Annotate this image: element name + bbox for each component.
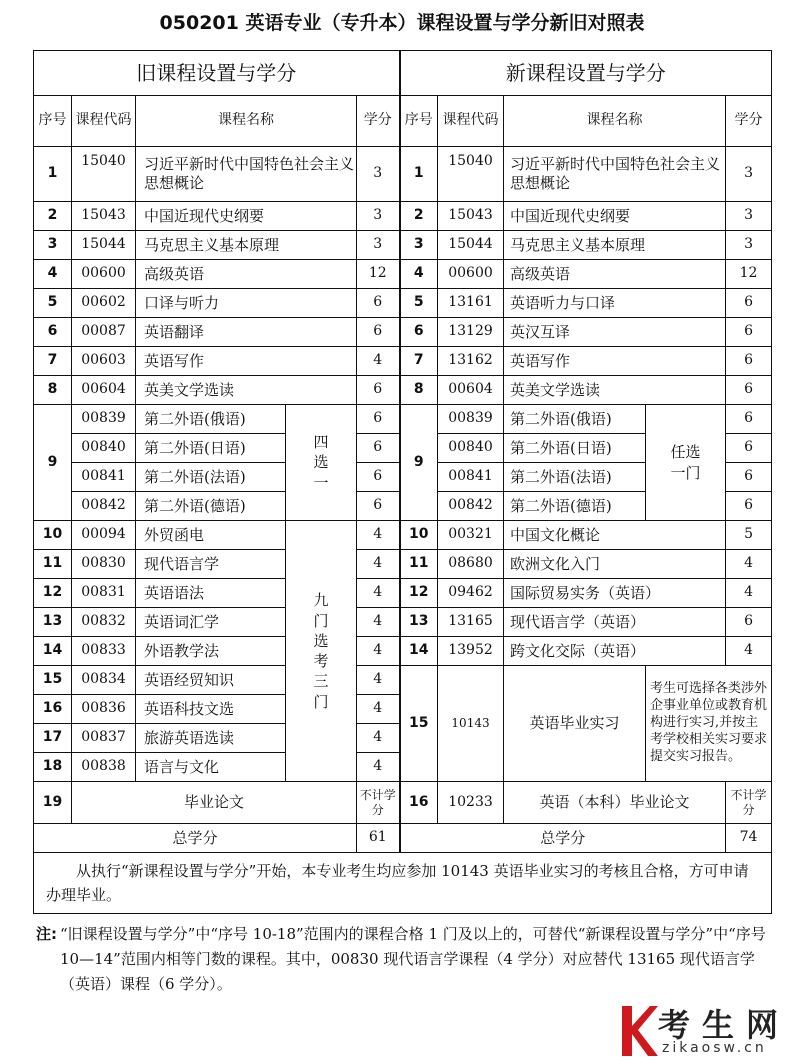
old-total-label: 总学分 [34,824,357,853]
old-code: 00837 [72,724,136,753]
old-credit: 6 [357,463,400,492]
old-section-header: 旧课程设置与学分 [34,51,400,96]
new-seq: 4 [400,260,438,289]
old-credit: 4 [357,637,400,666]
new-credit: 4 [726,579,772,608]
new-credit: 6 [726,318,772,347]
new-course-name: 英语听力与口译 [504,289,726,318]
new-section-header: 新课程设置与学分 [400,51,772,96]
table-row [34,260,772,289]
old-course-name: 毕业论文 [72,782,357,824]
old-credit: 4 [357,666,400,695]
new-total-label: 总学分 [400,824,726,853]
new-course-name: 高级英语 [504,260,726,289]
old-credit: 3 [357,202,400,231]
new-course-name: 中国近现代史纲要 [504,202,726,231]
new-code: 00600 [438,260,504,289]
new-credit: 4 [726,550,772,579]
old-credit: 3 [357,231,400,260]
old-credit: 4 [357,608,400,637]
new-code: 13129 [438,318,504,347]
old-code: 15044 [72,231,136,260]
old-seq: 5 [34,289,72,318]
new-total-value: 74 [726,824,772,853]
new-credit: 不计学分 [726,782,772,824]
new-code: 00842 [438,492,504,521]
old-seq-header: 序号 [34,96,72,147]
note [36,922,772,996]
old-credit: 12 [357,260,400,289]
old-credit: 3 [357,147,400,202]
k-logo-icon [620,1004,660,1058]
table-row [34,289,772,318]
new-credit: 6 [726,405,772,434]
old-elective-rule: 九门选考三门 [286,521,357,782]
new-seq: 6 [400,318,438,347]
old-code: 00833 [72,637,136,666]
old-credit: 4 [357,695,400,724]
new-seq: 7 [400,347,438,376]
old-course-name: 现代语言学 [136,550,286,579]
old-code: 00604 [72,376,136,405]
new-seq: 13 [400,608,438,637]
new-code: 10233 [438,782,504,824]
old-seq: 10 [34,521,72,550]
new-course-name: 第二外语(法语) [504,463,646,492]
old-course-name: 英美文学选读 [136,376,357,405]
old-seq: 2 [34,202,72,231]
new-credit: 12 [726,260,772,289]
old-seq: 6 [34,318,72,347]
new-credit: 3 [726,231,772,260]
old-code-header: 课程代码 [72,96,136,147]
old-credit: 6 [357,318,400,347]
old-course-name: 英语语法 [136,579,286,608]
old-course-name: 外语教学法 [136,637,286,666]
old-credit: 4 [357,579,400,608]
old-course-name: 英语科技文选 [136,695,286,724]
new-course-name: 第二外语(日语) [504,434,646,463]
table-row [34,579,772,608]
old-course-name: 口译与听力 [136,289,357,318]
course-comparison-table [33,50,772,914]
old-credit: 6 [357,289,400,318]
old-seq: 13 [34,608,72,637]
old-seq: 9 [34,405,72,521]
old-credit: 6 [357,434,400,463]
old-total-value: 61 [357,824,400,853]
new-seq: 3 [400,231,438,260]
new-course-name: 国际贸易实务（英语） [504,579,726,608]
new-credit: 6 [726,492,772,521]
table-row [34,782,772,824]
old-code: 00600 [72,260,136,289]
new-code: 09462 [438,579,504,608]
new-seq: 8 [400,376,438,405]
old-credit: 6 [357,405,400,434]
new-credit-header: 学分 [726,96,772,147]
old-seq: 3 [34,231,72,260]
old-seq: 12 [34,579,72,608]
new-course-name: 中国文化概论 [504,521,726,550]
old-credit: 不计学分 [357,782,400,824]
old-credit: 4 [357,753,400,782]
old-credit: 4 [357,521,400,550]
new-seq: 12 [400,579,438,608]
old-seq: 17 [34,724,72,753]
table-footnote: 从执行“新课程设置与学分”开始，本专业考生均应参加 10143 英语毕业实习的考核且合格，方可申请办理毕业。 [34,853,772,914]
old-seq: 7 [34,347,72,376]
new-course-name: 习近平新时代中国特色社会主义思想概论 [504,147,726,202]
watermark-url: zikaosw.cn [662,1040,767,1056]
old-credit: 6 [357,492,400,521]
new-code-header: 课程代码 [438,96,504,147]
old-course-name: 英语翻译 [136,318,357,347]
new-course-name: 马克思主义基本原理 [504,231,726,260]
new-course-name: 跨文化交际（英语） [504,637,726,666]
old-course-name: 语言与文化 [136,753,286,782]
new-code: 15040 [438,147,504,202]
new-seq: 10 [400,521,438,550]
old-code: 15043 [72,202,136,231]
new-credit: 6 [726,289,772,318]
new-course-name: 第二外语(德语) [504,492,646,521]
old-course-name: 英语词汇学 [136,608,286,637]
old-code: 00094 [72,521,136,550]
old-code: 00841 [72,463,136,492]
old-code: 00831 [72,579,136,608]
watermark-text: 考生网 [658,1006,791,1044]
old-course-name: 英语经贸知识 [136,666,286,695]
new-seq-header: 序号 [400,96,438,147]
new-credit: 3 [726,147,772,202]
new-credit: 6 [726,608,772,637]
table-row [34,550,772,579]
new-name-header: 课程名称 [504,96,726,147]
old-course-name: 旅游英语选读 [136,724,286,753]
table-row [34,347,772,376]
watermark [616,1000,804,1062]
old-code: 00839 [72,405,136,434]
new-course-name: 欧洲文化入门 [504,550,726,579]
old-group-rule: 四选一 [286,405,357,521]
new-code: 15044 [438,231,504,260]
old-seq: 15 [34,666,72,695]
old-seq: 1 [34,147,72,202]
table-row [34,608,772,637]
table-row [34,231,772,260]
new-code: 08680 [438,550,504,579]
internship-note: 考生可选择各类涉外企事业单位或教育机构进行实习,并按主考学校相关实习要求提交实习报告。 [646,666,772,782]
old-code: 00832 [72,608,136,637]
new-credit: 4 [726,637,772,666]
table-row [34,318,772,347]
totals-row [34,824,772,853]
new-seq: 11 [400,550,438,579]
new-course-name: 现代语言学（英语） [504,608,726,637]
new-course-name: 英语毕业实习 [504,666,646,782]
note-label: 注: [36,925,57,943]
old-course-name: 中国近现代史纲要 [136,202,357,231]
old-seq: 11 [34,550,72,579]
old-code: 00087 [72,318,136,347]
new-seq: 2 [400,202,438,231]
old-seq: 4 [34,260,72,289]
old-code: 00842 [72,492,136,521]
new-code: 13162 [438,347,504,376]
table-row [34,637,772,666]
new-seq: 15 [400,666,438,782]
old-credit: 4 [357,724,400,753]
new-course-name: 英语（本科）毕业论文 [504,782,726,824]
new-credit: 3 [726,202,772,231]
old-course-name: 马克思主义基本原理 [136,231,357,260]
table-row [34,521,772,550]
new-seq: 5 [400,289,438,318]
table-row [34,147,772,202]
old-credit: 6 [357,376,400,405]
new-credit: 6 [726,376,772,405]
new-credit: 6 [726,434,772,463]
new-credit: 5 [726,521,772,550]
new-course-name: 英汉互译 [504,318,726,347]
new-code: 00839 [438,405,504,434]
old-course-name: 第二外语(俄语) [136,405,286,434]
new-seq: 1 [400,147,438,202]
old-course-name: 第二外语(法语) [136,463,286,492]
new-seq: 16 [400,782,438,824]
old-credit-header: 学分 [357,96,400,147]
old-seq: 14 [34,637,72,666]
old-code: 00840 [72,434,136,463]
new-code: 00604 [438,376,504,405]
old-code: 00834 [72,666,136,695]
old-course-name: 第二外语(德语) [136,492,286,521]
old-course-name: 第二外语(日语) [136,434,286,463]
new-course-name: 第二外语(俄语) [504,405,646,434]
table-row [34,666,772,695]
new-code: 15043 [438,202,504,231]
new-code: 00840 [438,434,504,463]
new-course-name: 英美文学选读 [504,376,726,405]
old-seq: 16 [34,695,72,724]
old-seq: 8 [34,376,72,405]
new-code: 00321 [438,521,504,550]
new-seq: 14 [400,637,438,666]
new-credit: 6 [726,347,772,376]
old-course-name: 习近平新时代中国特色社会主义思想概论 [136,147,357,202]
old-credit: 4 [357,550,400,579]
old-seq: 19 [34,782,72,824]
old-code: 00838 [72,753,136,782]
page-title: 050201 英语专业（专升本）课程设置与学分新旧对照表 [159,12,645,34]
new-course-name: 英语写作 [504,347,726,376]
new-code: 13952 [438,637,504,666]
new-code: 10143 [438,666,504,782]
new-code: 13165 [438,608,504,637]
old-code: 00836 [72,695,136,724]
new-code: 13161 [438,289,504,318]
note-text: “旧课程设置与学分”中“序号 10-18”范围内的课程合格 1 门及以上的，可替代“新课程设置与学分”中“序号 10—14”范围内相等门数的课程。其中，00830 现代语言学课程（4 学分）对应替代 13165 现代语言学（英语）课程（6 学分）。 [60,925,766,993]
table-row [34,376,772,405]
old-name-header: 课程名称 [136,96,357,147]
new-seq: 9 [400,405,438,521]
old-code: 00603 [72,347,136,376]
old-course-name: 英语写作 [136,347,357,376]
old-code: 00602 [72,289,136,318]
old-credit: 4 [357,347,400,376]
new-code: 00841 [438,463,504,492]
old-code: 15040 [72,147,136,202]
table-row [34,202,772,231]
new-credit: 6 [726,463,772,492]
old-course-name: 高级英语 [136,260,357,289]
old-code: 00830 [72,550,136,579]
old-course-name: 外贸函电 [136,521,286,550]
new-group-rule: 任选一门 [646,405,726,521]
old-seq: 18 [34,753,72,782]
table-row [34,405,772,434]
